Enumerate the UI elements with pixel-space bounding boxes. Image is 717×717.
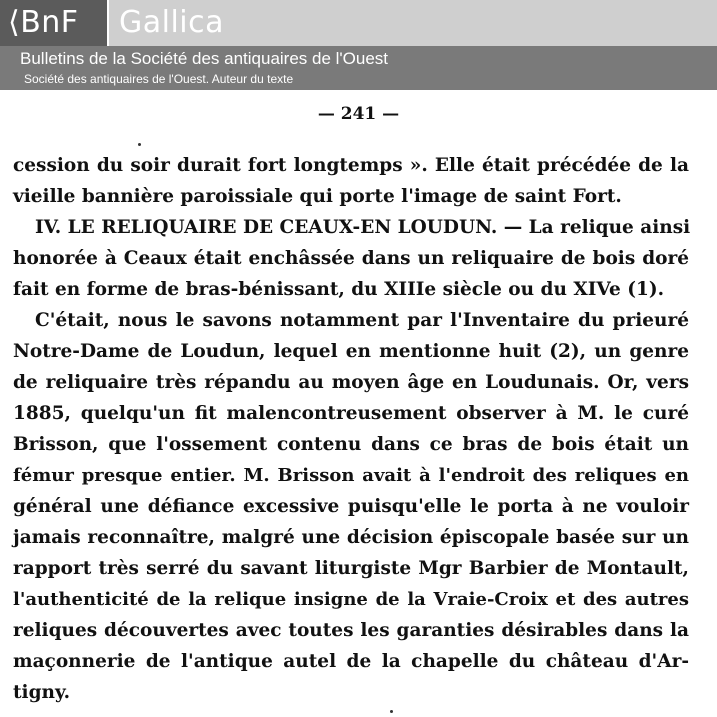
text-line: fait en forme de bras-bénissant, du XIIIe siècle ou du XIVe (1). [13,279,665,300]
text-line: reliques découvertes avec toutes les garanties désirables dans la [13,620,689,641]
text-line: l'authenticité de la relique insigne de la Vraie-Croix et des autres [13,589,689,610]
text-line: honorée à Ceaux était enchâssée dans un reliquaire de bois doré [13,248,689,269]
text-line: jamais reconnaître, malgré une décision épiscopale basée sur un [13,527,689,548]
text-line: C'était, nous le savons notamment par l'Inventaire du prieuré [35,310,689,331]
page-text [13,150,689,708]
gallica-header [0,0,717,90]
bnf-logo[interactable]: ⟨BnF [0,0,107,46]
text-line: maçonnerie de l'antique autel de la chapelle du château d'Ar- [13,651,689,672]
scan-speck [390,710,393,713]
text-line: rapport très serré du savant liturgiste Mgr Barbier de Montault, [13,558,689,579]
text-line: tigny. [13,682,71,703]
scan-speck [138,143,141,146]
text-line: général une défiance excessive puisqu'elle le porta à ne vouloir [13,496,689,517]
text-line: IV. LE RELIQUAIRE DE CEAUX-EN LOUDUN. — La relique ainsi [35,217,691,238]
page-number: — 241 — [317,104,400,124]
text-line: Brisson, que l'ossement contenu dans ce bras de bois était un [13,434,689,455]
document-author[interactable]: Société des antiquaires de l'Ouest. Auteur du texte [24,72,294,86]
text-line: fémur presque entier. M. Brisson avait à l'endroit des reliques en [13,465,689,486]
document-title-band [0,46,717,90]
document-title[interactable]: Bulletins de la Société des antiquaires de l'Ouest [20,49,389,68]
gallica-logo[interactable]: Gallica [109,0,717,46]
logo-row [0,0,717,46]
text-line: Notre-Dame de Loudun, lequel en mentionne huit (2), un genre [13,341,689,362]
text-line: 1885, quelqu'un fit malencontreusement observer à M. le curé [13,403,689,424]
text-line: vieille bannière paroissiale qui porte l'image de saint Fort. [13,186,622,207]
text-line: cession du soir durait fort longtemps ». Elle était précédée de la [13,155,689,176]
text-line: de reliquaire très répandu au moyen âge en Loudunais. Or, vers [13,372,689,393]
